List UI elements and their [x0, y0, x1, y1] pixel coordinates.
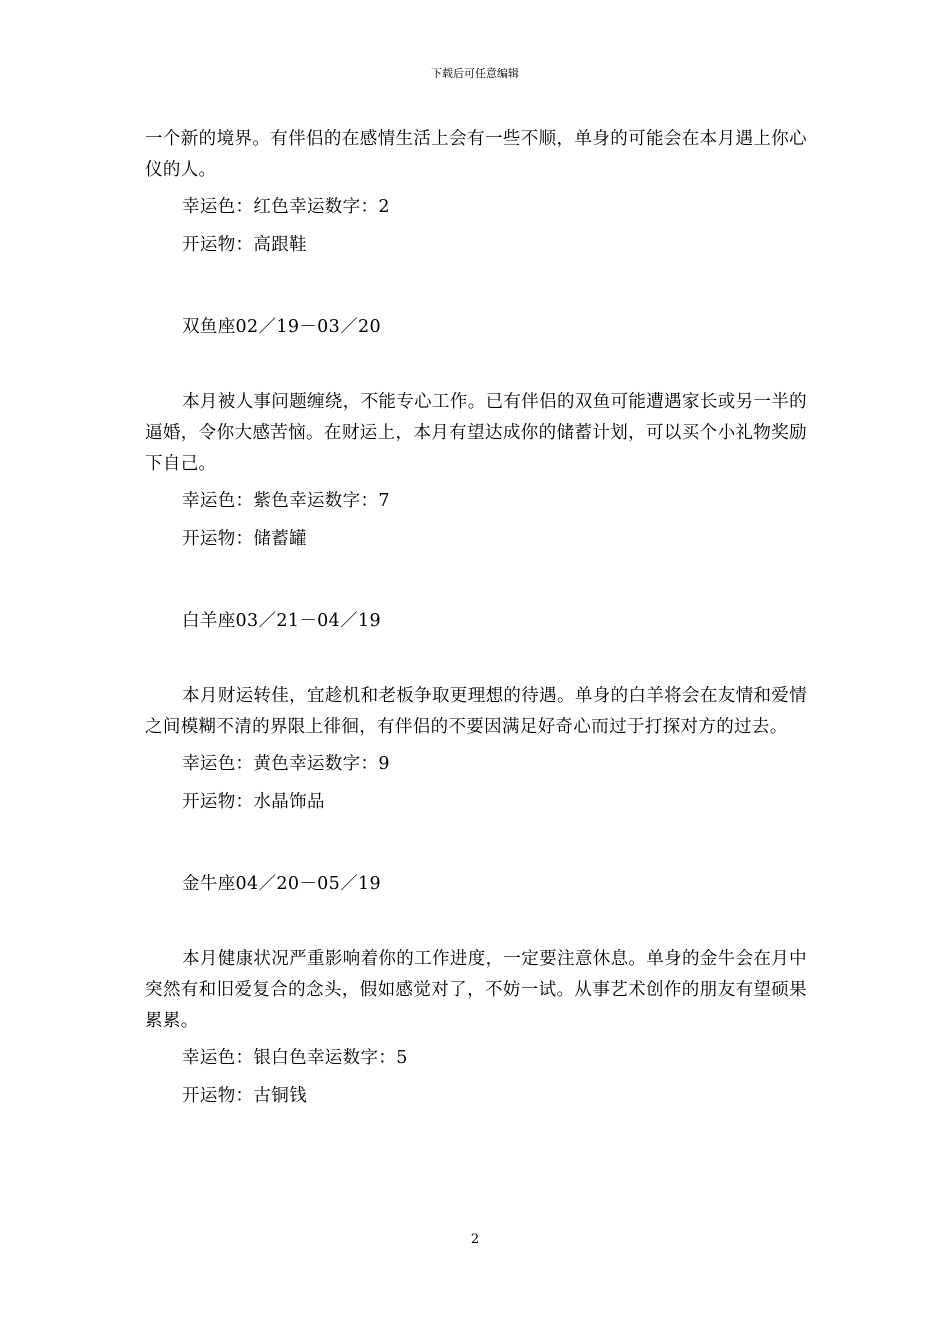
section-lucky-taurus: 幸运色：银白色幸运数字：5 [182, 1048, 408, 1068]
section-charm-aries: 开运物：水晶饰品 [182, 792, 325, 812]
section-text-pisces: 本月被人事问题缠绕，不能专心工作。已有伴侣的双鱼可能遭遇家长或另一半的逼婚，令你大感苦恼。在财运上，本月有望达成你的储蓄计划，可以买个小礼物奖励下自己。 [145, 392, 807, 474]
section-text-taurus: 本月健康状况严重影响着你的工作进度，一定要注意休息。单身的金牛会在月中突然有和旧爱复合的念头，假如感觉对了，不妨一试。从事艺术创作的朋友有望硕果累累。 [145, 949, 807, 1031]
section-title-pisces: 双鱼座02／19－03／20 [182, 317, 381, 337]
intro-lucky: 幸运色：红色幸运数字：2 [182, 197, 390, 217]
section-text-aries: 本月财运转佳，宜趁机和老板争取更理想的待遇。单身的白羊将会在友情和爱情之间模糊不清的界限上徘徊，有伴侣的不要因满足好奇心而过于打探对方的过去。 [145, 686, 807, 737]
page-header: 下载后可任意编辑 [431, 67, 519, 80]
section-charm-taurus: 开运物：古铜钱 [182, 1086, 307, 1106]
section-lucky-pisces: 幸运色：紫色幸运数字：7 [182, 491, 390, 511]
document-body [145, 124, 807, 1119]
section-title-aries: 白羊座03／21－04／19 [182, 611, 381, 631]
section-title-taurus: 金牛座04／20－05／19 [182, 874, 381, 894]
section-charm-pisces: 开运物：储蓄罐 [182, 529, 307, 549]
page-number: 2 [470, 1232, 480, 1247]
intro-charm: 开运物：高跟鞋 [182, 235, 307, 255]
intro-paragraph: 一个新的境界。有伴侣的在感情生活上会有一些不顺，单身的可能会在本月遇上你心仪的人。 [145, 129, 807, 180]
section-lucky-aries: 幸运色：黄色幸运数字：9 [182, 754, 390, 774]
